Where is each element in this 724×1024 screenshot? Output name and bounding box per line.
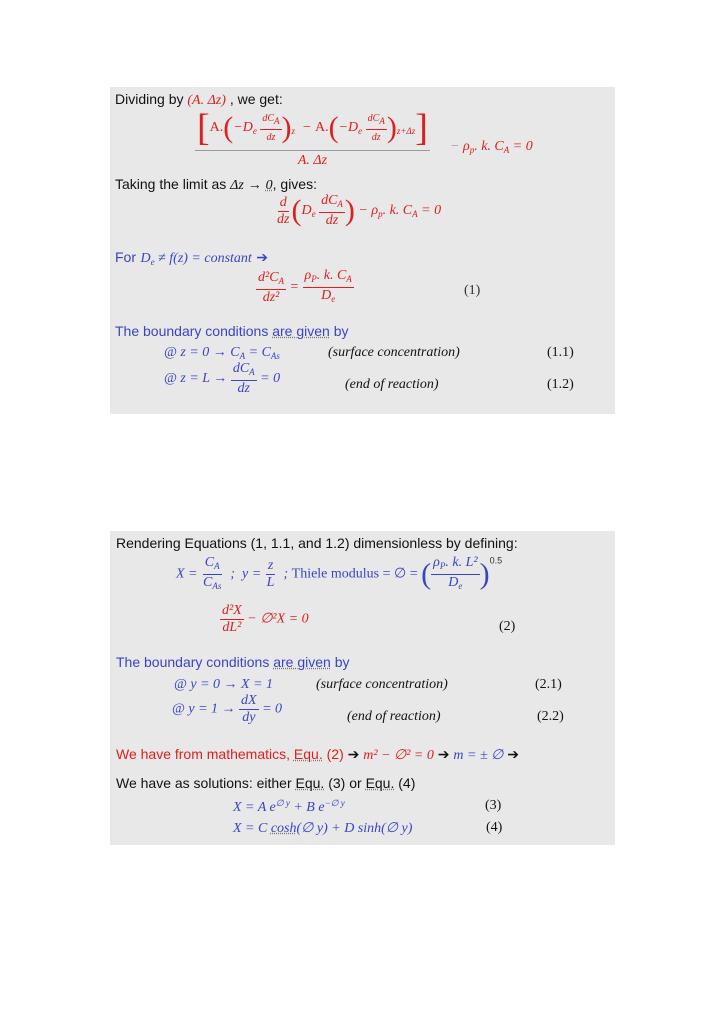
arrow-icon-2: ➔: [437, 746, 450, 762]
solutions-equ-2: Equ.: [365, 775, 395, 791]
eq-3-label: (3): [485, 798, 502, 813]
limit-line: Taking the limit as Δz → 0, gives:: [115, 176, 317, 193]
definitions: X = $\frac{C_A}{C_{As}}$ ; y = $\frac{z}{L}$ ; Thiele modulus = ∅ = ( $\frac{\rho_P. k. L^2}{D_e}$ )$^{0.5}$: [176, 555, 503, 591]
render-text: Rendering Equations (1, 1.1, and 1.2) dimensionless by defining:: [116, 535, 518, 551]
eq-limit: $\frac{d}{dz}$ ($D_e$ $\frac{dC_A}{dz}$ ) − $\rho_p$. k. $C_A = 0$: [277, 193, 442, 228]
for-line: For $D_e \ne f(z)$ = constant ➔: [115, 249, 268, 267]
bracket-close: ]: [415, 107, 428, 149]
bc-1-2-cond: @ z = L → $\frac{dC_A}{dz}$ = 0: [164, 361, 281, 396]
eq-4: X = C cosh(∅ y) + D sinh(∅ y): [233, 821, 413, 836]
bc-1-1-label: (1.1): [547, 345, 574, 360]
bc-2-2-desc: (end of reaction): [347, 709, 441, 724]
solutions-mid: (3) or: [328, 775, 362, 791]
bc-2-1-label: (2.1): [535, 677, 562, 692]
dividing-expr: (A. Δz): [187, 93, 226, 108]
panel-dimensionless: [110, 531, 615, 845]
eq-big-fraction: [$A.(-D_e$ $\frac{\text{dCA}}{dz}$ )$_z - A.(-D_e$ $\frac{\text{dCA}}{dz}$ )$_{z+\Delta z}$] A. Δz: [197, 107, 428, 169]
bc-1-2-label: (1.2): [547, 377, 574, 392]
bc-2-2-cond: @ y = 1 → $\frac{dX}{dy}$ = 0: [172, 693, 283, 725]
math-line: We have from mathematics, Equ. (2) ➔ m² − ∅² = 0 ➔ m = ± ∅ ➔: [116, 746, 519, 763]
bc-1-2-desc: (end of reaction): [345, 377, 439, 392]
arrow-icon-1: ➔: [347, 746, 360, 762]
eq-big-rhs: − $\rho_p$. k. $C_A = 0$: [450, 139, 533, 155]
eq-2-label: (2): [499, 619, 516, 634]
eq-1: $\frac{d^2C_A}{\text{dz²}}$ = $\frac{\rho_P. k. C_A}{D_e}$: [258, 268, 352, 305]
math-text: We have from mathematics,: [116, 746, 291, 762]
bc-title-1: The boundary conditions are given by: [115, 323, 349, 339]
eq-4-label: (4): [486, 820, 503, 835]
bc-2-1-cond: @ y = 0 → X = 1: [174, 677, 274, 692]
thiele-exponent: 0.5: [489, 555, 503, 566]
dividing-after: , we get:: [229, 91, 283, 107]
bc-1-1-cond: @ $z = 0 \to C_A = C_{As}$: [164, 345, 280, 361]
solutions-equ-1: Equ.: [295, 775, 325, 791]
bc-2-2-label: (2.2): [537, 709, 564, 724]
bc-1-1-desc: (surface concentration): [328, 345, 460, 360]
solutions-line: [116, 775, 415, 791]
solutions-end: (4): [398, 775, 416, 791]
arrow-icon: ➔: [256, 249, 268, 265]
dividing-text: Dividing by: [115, 91, 184, 107]
bc-2-1-desc: (surface concentration): [316, 677, 448, 692]
eq-2: $\frac{\text{d²X}}{\text{dL²}}$ − ∅²X = 0: [222, 603, 309, 635]
panel-derivation: [110, 87, 615, 414]
eq-4-cosh: cosh: [270, 821, 297, 836]
for-text: For: [115, 249, 136, 265]
arrow-icon-3: ➔: [507, 746, 519, 762]
solutions-text: We have as solutions: either: [116, 775, 292, 791]
bracket-open: [: [197, 107, 210, 149]
math-equ: Equ.: [293, 746, 323, 762]
bc-title-2: The boundary conditions are given by: [116, 654, 350, 670]
eq-3: X = A $e^{\emptyset y} + B$ $e^{-\emptyset y}$: [233, 798, 345, 815]
eq-1-label: (1): [464, 283, 481, 298]
math-num: (2): [326, 746, 344, 762]
